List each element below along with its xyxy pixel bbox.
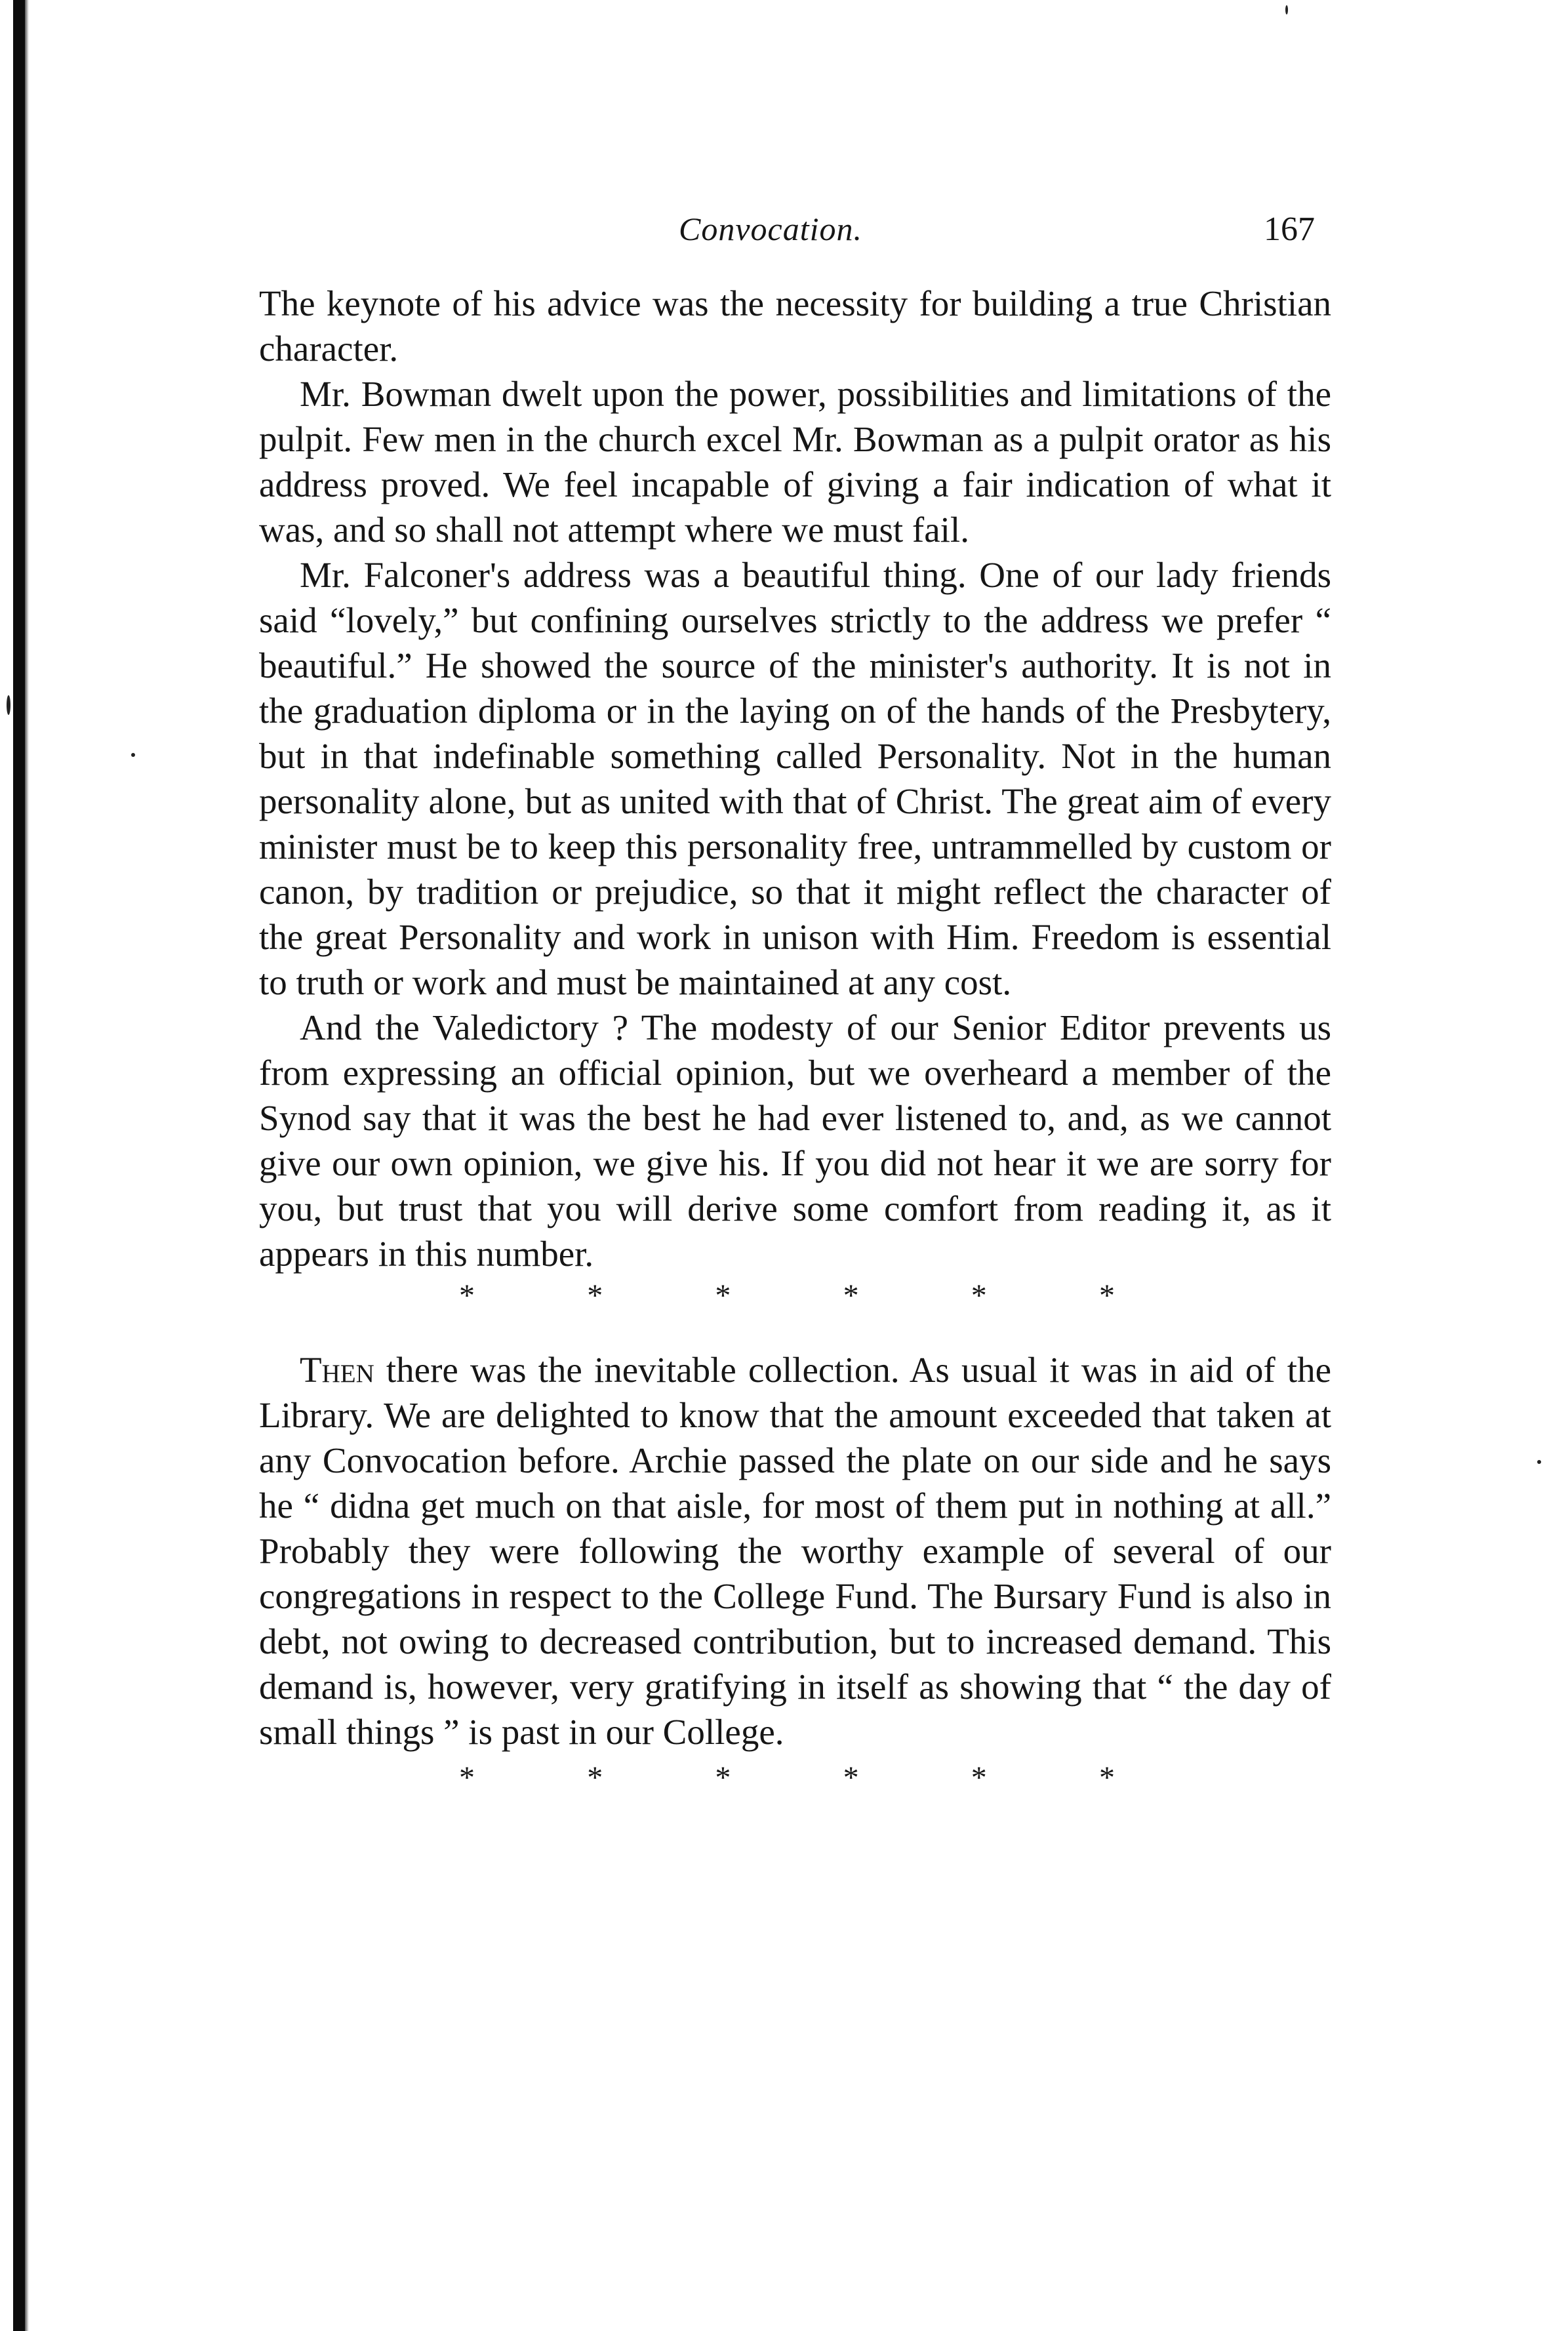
separator-star: * (1098, 1760, 1115, 1795)
paragraph-bowman (259, 371, 1331, 552)
paragraph-text: there was the inevitable collection. As usual it was in aid of the Library. We are delighted to know that the amount exceeded that taken at any Convocation before. Archie passed the plate on our side and he says he “ didna get much on that aisle, for most of them put in nothing at all.” Probably they were following the worthy example of several of our congregations in respect to the College Fund. The Bursary Fund is also in debt, not owing to decreased contribution, but to increased demand. This demand is, however, very gratifying in itself as showing that “ the day of small things ” is past in our College. (259, 1350, 1331, 1752)
separator-star: * (1098, 1278, 1115, 1313)
separator-star: * (715, 1760, 731, 1795)
paragraph-keynote (259, 281, 1331, 371)
print-speck (1537, 1460, 1541, 1464)
section-separator (459, 1758, 1115, 1798)
separator-star: * (843, 1760, 859, 1795)
lead-word: Then (300, 1350, 374, 1390)
paragraph-falconer (259, 552, 1331, 1005)
print-speck (1285, 5, 1288, 14)
separator-star: * (843, 1278, 859, 1313)
separator-star: * (459, 1760, 475, 1795)
separator-star: * (459, 1278, 475, 1313)
paragraph-text: And the Valedictory ? The modesty of our Senior Editor prevents us from expressing an official opinion, but we overheard a member of the Synod say that it was the best he had ever listened to, and, as we cannot give our own opinion, we give his. If you did not hear it we are sorry for you, but trust that you will derive some comfort from reading it, as it appears in this number. (259, 1007, 1331, 1274)
binding-edge-shadow (25, 0, 29, 2331)
paragraph-text: The keynote of his advice was the necessity for building a true Christian character. (259, 283, 1331, 369)
print-speck (131, 753, 135, 757)
separator-star: * (587, 1278, 603, 1313)
page-header (259, 210, 1331, 262)
paragraph-text: Mr. Bowman dwelt upon the power, possibilities and limitations of the pulpit. Few men in the church excel Mr. Bowman as a pulpit orator as his address proved. We feel incapable of giving a fair indication of what it was, and so shall not attempt where we must fail. (259, 374, 1331, 550)
page-number: 167 (1264, 211, 1315, 248)
running-title: Convocation. (679, 211, 863, 247)
paragraph-collection (259, 1347, 1331, 1754)
binding-edge (13, 0, 25, 2331)
separator-star: * (587, 1760, 603, 1795)
separator-star: * (971, 1278, 987, 1313)
paragraph-valedictory (259, 1005, 1331, 1276)
section-separator (459, 1276, 1115, 1316)
body-text (259, 281, 1331, 1798)
separator-star: * (971, 1760, 987, 1795)
print-speck (7, 695, 10, 715)
separator-star: * (715, 1278, 731, 1313)
paragraph-text: Mr. Falconer's address was a beautiful thing. One of our lady friends said “lovely,” but confining ourselves strictly to the address we prefer “ beautiful.” He showed the source of the minister's authority. It is not in the graduation diploma or in the laying on of the hands of the Presbytery, but in that indefinable something called Personality. Not in the human personality alone, but as united with that of Christ. The great aim of every minister must be to keep this personality free, untrammelled by custom or canon, by tradition or prejudice, so that it might reflect the character of the great Personality and work in unison with Him. Freedom is essential to truth or work and must be maintained at any cost. (259, 555, 1331, 1002)
